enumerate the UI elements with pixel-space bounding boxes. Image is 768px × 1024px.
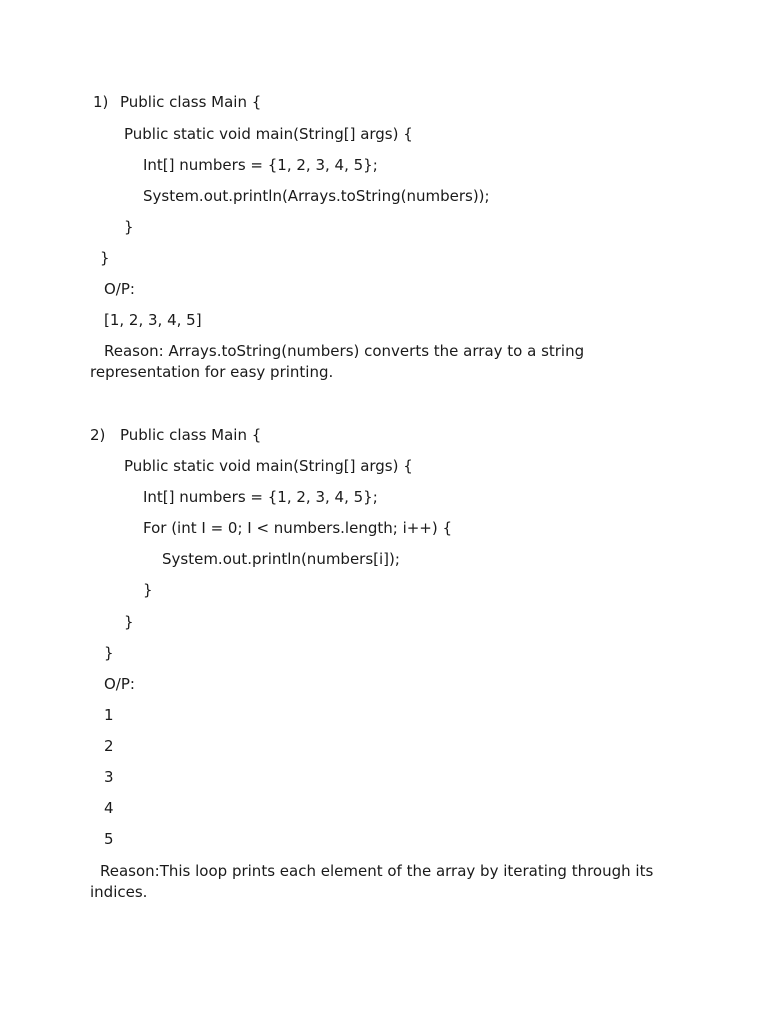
section-1-main-declaration: Public static void main(String[] args) { <box>124 125 413 143</box>
section-2-close-for: } <box>143 581 153 599</box>
section-2-number: 2) <box>90 426 106 444</box>
section-2-output-label: O/P: <box>104 675 135 693</box>
section-2-array-declaration: Int[] numbers = {1, 2, 3, 4, 5}; <box>143 488 378 506</box>
section-1-class-declaration: Public class Main { <box>120 93 262 111</box>
section-2-reason: Reason:This loop prints each element of the array by iterating through its indices. <box>90 862 654 901</box>
section-2-output-line: 2 <box>104 737 114 755</box>
section-2-print-statement: System.out.println(numbers[i]); <box>162 550 400 568</box>
section-1-close-method: } <box>124 218 134 236</box>
section-2-close-class: } <box>104 644 114 662</box>
section-2-for-declaration: For (int I = 0; I < numbers.length; i++) { <box>143 519 453 537</box>
section-1-reason: Reason: Arrays.toString(numbers) converts the array to a string representation for easy printing. <box>90 342 585 381</box>
section-1-close-class: } <box>100 249 110 267</box>
section-1-print-statement: System.out.println(Arrays.toString(numbers)); <box>143 187 490 205</box>
section-2-main-declaration: Public static void main(String[] args) { <box>124 457 413 475</box>
section-1-array-declaration: Int[] numbers = {1, 2, 3, 4, 5}; <box>143 156 378 174</box>
section-1-output-label: O/P: <box>104 280 135 298</box>
section-1-number: 1) <box>93 93 109 111</box>
section-2-output-line: 5 <box>104 830 114 848</box>
section-2-output-line: 3 <box>104 768 114 786</box>
section-1-output-value: [1, 2, 3, 4, 5] <box>104 311 202 329</box>
section-2-output-line: 1 <box>104 706 114 724</box>
section-2-class-declaration: Public class Main { <box>120 426 262 444</box>
section-2-output-line: 4 <box>104 799 114 817</box>
section-2-close-method: } <box>124 613 134 631</box>
